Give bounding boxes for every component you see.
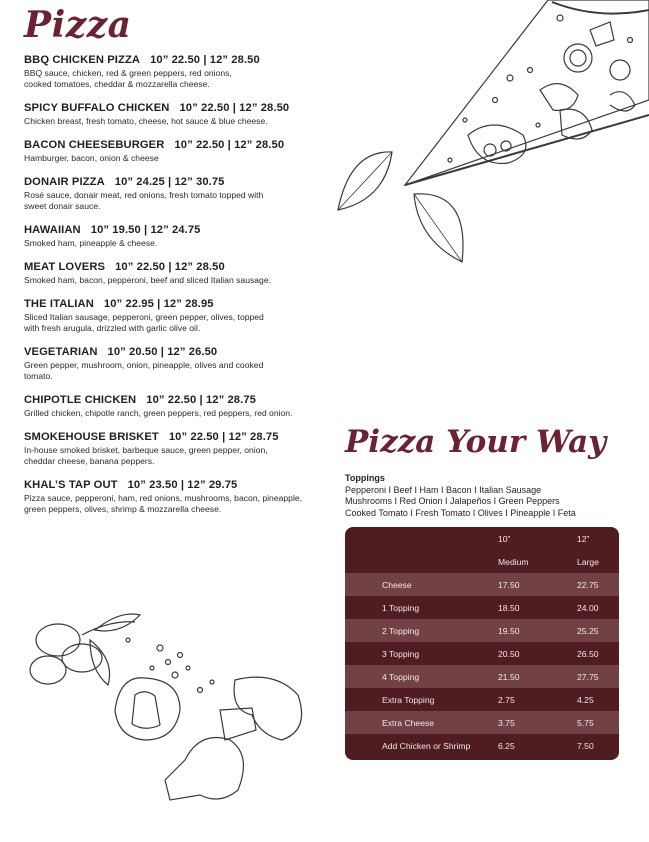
pizza-menu-list: [24, 54, 324, 527]
pizza-slice-illustration: [330, 0, 649, 270]
menu-item: [24, 102, 324, 127]
row-label: 3 Topping: [382, 649, 420, 659]
table-row: [345, 688, 619, 711]
item-desc: Grilled chicken, chipotle ranch, green peppers, red peppers, red onion.: [24, 408, 293, 418]
item-price: 10” 22.95 | 12” 28.95: [103, 298, 214, 310]
table-row: [345, 665, 619, 688]
menu-item: [24, 176, 324, 212]
item-name: BBQ CHICKEN PIZZA: [24, 54, 141, 66]
table-row: [345, 619, 619, 642]
item-desc: Pizza sauce, pepperoni, ham, red onions, mushrooms, bacon, pineapple,: [24, 493, 303, 503]
price-large: 4.25: [577, 695, 594, 705]
price-medium: 17.50: [498, 580, 520, 590]
item-desc: Sliced Italian sausage, pepperoni, green pepper, olives, topped: [24, 312, 264, 322]
item-name: DONAIR PIZZA: [24, 176, 105, 188]
item-name: KHAL’S TAP OUT: [24, 479, 118, 491]
row-label: Extra Topping: [382, 695, 435, 705]
table-row: [345, 573, 619, 596]
price-medium: 20.50: [498, 649, 520, 659]
item-price: 10” 20.50 | 12” 26.50: [107, 346, 218, 358]
price-medium: 2.75: [498, 695, 515, 705]
price-medium: 18.50: [498, 603, 520, 613]
item-desc: cooked tomatoes, cheddar & mozzarella cheese.: [24, 79, 210, 89]
table-row: [345, 596, 619, 619]
menu-item: [24, 224, 324, 249]
item-name: THE ITALIAN: [24, 298, 94, 310]
price-large: 24.00: [577, 603, 599, 613]
menu-item: [24, 346, 324, 382]
row-label: 2 Topping: [382, 626, 420, 636]
item-price: 10” 22.50 | 12” 28.50: [179, 102, 290, 114]
toppings-line: Mushrooms I Red Onion I Jalapeños I Green Peppers: [345, 496, 560, 506]
price-large: 26.50: [577, 649, 599, 659]
menu-item: [24, 261, 324, 286]
page-title: Pizza: [24, 4, 132, 46]
item-price: 10” 22.50 | 12” 28.50: [115, 261, 225, 273]
row-label: Cheese: [382, 580, 412, 590]
table-header-row: [345, 550, 619, 573]
price-large: 22.75: [577, 580, 599, 590]
table-header-row: [345, 527, 619, 550]
item-name: VEGETARIAN: [24, 346, 98, 358]
price-large: 27.75: [577, 672, 599, 682]
menu-item: [24, 54, 324, 90]
item-price: 10” 22.50 | 12” 28.75: [168, 431, 279, 443]
price-table: [345, 527, 619, 760]
price-large: 7.50: [577, 741, 594, 751]
menu-item: [24, 394, 324, 419]
item-desc: Rosé sauce, donair meat, red onions, fresh tomato topped with: [24, 190, 264, 200]
item-name: SMOKEHOUSE BRISKET: [24, 431, 159, 443]
item-desc: sweet donair sauce.: [24, 201, 101, 211]
item-price: 10” 19.50 | 12” 24.75: [90, 224, 201, 236]
item-desc: Smoked ham, pineapple & cheese.: [24, 238, 158, 248]
item-price: 10” 24.25 | 12” 30.75: [114, 176, 225, 188]
header-cell: 10”: [498, 534, 511, 544]
header-cell: Large: [577, 557, 599, 567]
price-large: 25.25: [577, 626, 599, 636]
item-desc: green peppers, olives, shrimp & mozzarella cheese.: [24, 504, 222, 514]
item-name: HAWAIIAN: [24, 224, 81, 236]
header-cell: 12”: [577, 534, 590, 544]
row-label: Extra Cheese: [382, 718, 435, 728]
item-desc: In-house smoked brisket, barbeque sauce, green pepper, onion,: [24, 445, 268, 455]
item-name: SPICY BUFFALO CHICKEN: [24, 102, 170, 114]
menu-item: [24, 431, 324, 467]
price-medium: 19.50: [498, 626, 520, 636]
table-row: [345, 734, 619, 757]
item-desc: tomato.: [24, 371, 53, 381]
menu-item: [24, 139, 324, 164]
table-row: [345, 642, 619, 665]
menu-item: [24, 298, 324, 334]
row-label: Add Chicken or Shrimp: [382, 741, 471, 751]
item-price: 10” 22.50 | 12” 28.50: [150, 54, 260, 66]
item-price: 10” 22.50 | 12” 28.50: [174, 139, 285, 151]
olives-mushrooms-illustration: [20, 600, 320, 830]
item-price: 10” 22.50 | 12” 28.75: [146, 394, 256, 406]
table-row: [345, 711, 619, 734]
item-name: CHIPOTLE CHICKEN: [24, 394, 137, 406]
toppings-heading: Toppings: [345, 473, 385, 483]
menu-item: [24, 479, 324, 515]
item-desc: cheddar cheese, banana peppers.: [24, 456, 155, 466]
item-desc: Hamburger, bacon, onion & cheese: [24, 153, 159, 163]
item-name: BACON CHEESEBURGER: [24, 139, 165, 151]
item-name: MEAT LOVERS: [24, 261, 106, 273]
item-desc: Green pepper, mushroom, onion, pineapple, olives and cooked: [24, 360, 264, 370]
toppings-section: [345, 473, 635, 519]
row-label: 1 Topping: [382, 603, 420, 613]
item-desc: Chicken breast, fresh tomato, cheese, hot sauce & blue cheese.: [24, 116, 268, 126]
item-desc: with fresh arugula, drizzled with garlic olive oil.: [24, 323, 201, 333]
toppings-line: Pepperoni I Beef I Ham I Bacon I Italian Sausage: [345, 484, 542, 495]
row-label: 4 Topping: [382, 672, 420, 682]
price-medium: 3.75: [498, 718, 515, 728]
item-desc: BBQ sauce, chicken, red & green peppers, red onions,: [24, 68, 232, 78]
price-medium: 6.25: [498, 741, 515, 751]
price-medium: 21.50: [498, 672, 520, 682]
pizza-your-way-title: Pizza Your Way: [345, 424, 607, 460]
item-price: 10” 23.50 | 12” 29.75: [127, 479, 238, 491]
item-desc: Smoked ham, bacon, pepperoni, beef and sliced Italian sausage.: [24, 275, 271, 285]
toppings-line: Cooked Tomato I Fresh Tomato I Olives I Pineapple I Feta: [345, 507, 576, 518]
header-cell: Medium: [498, 557, 529, 567]
price-large: 5.75: [577, 718, 594, 728]
